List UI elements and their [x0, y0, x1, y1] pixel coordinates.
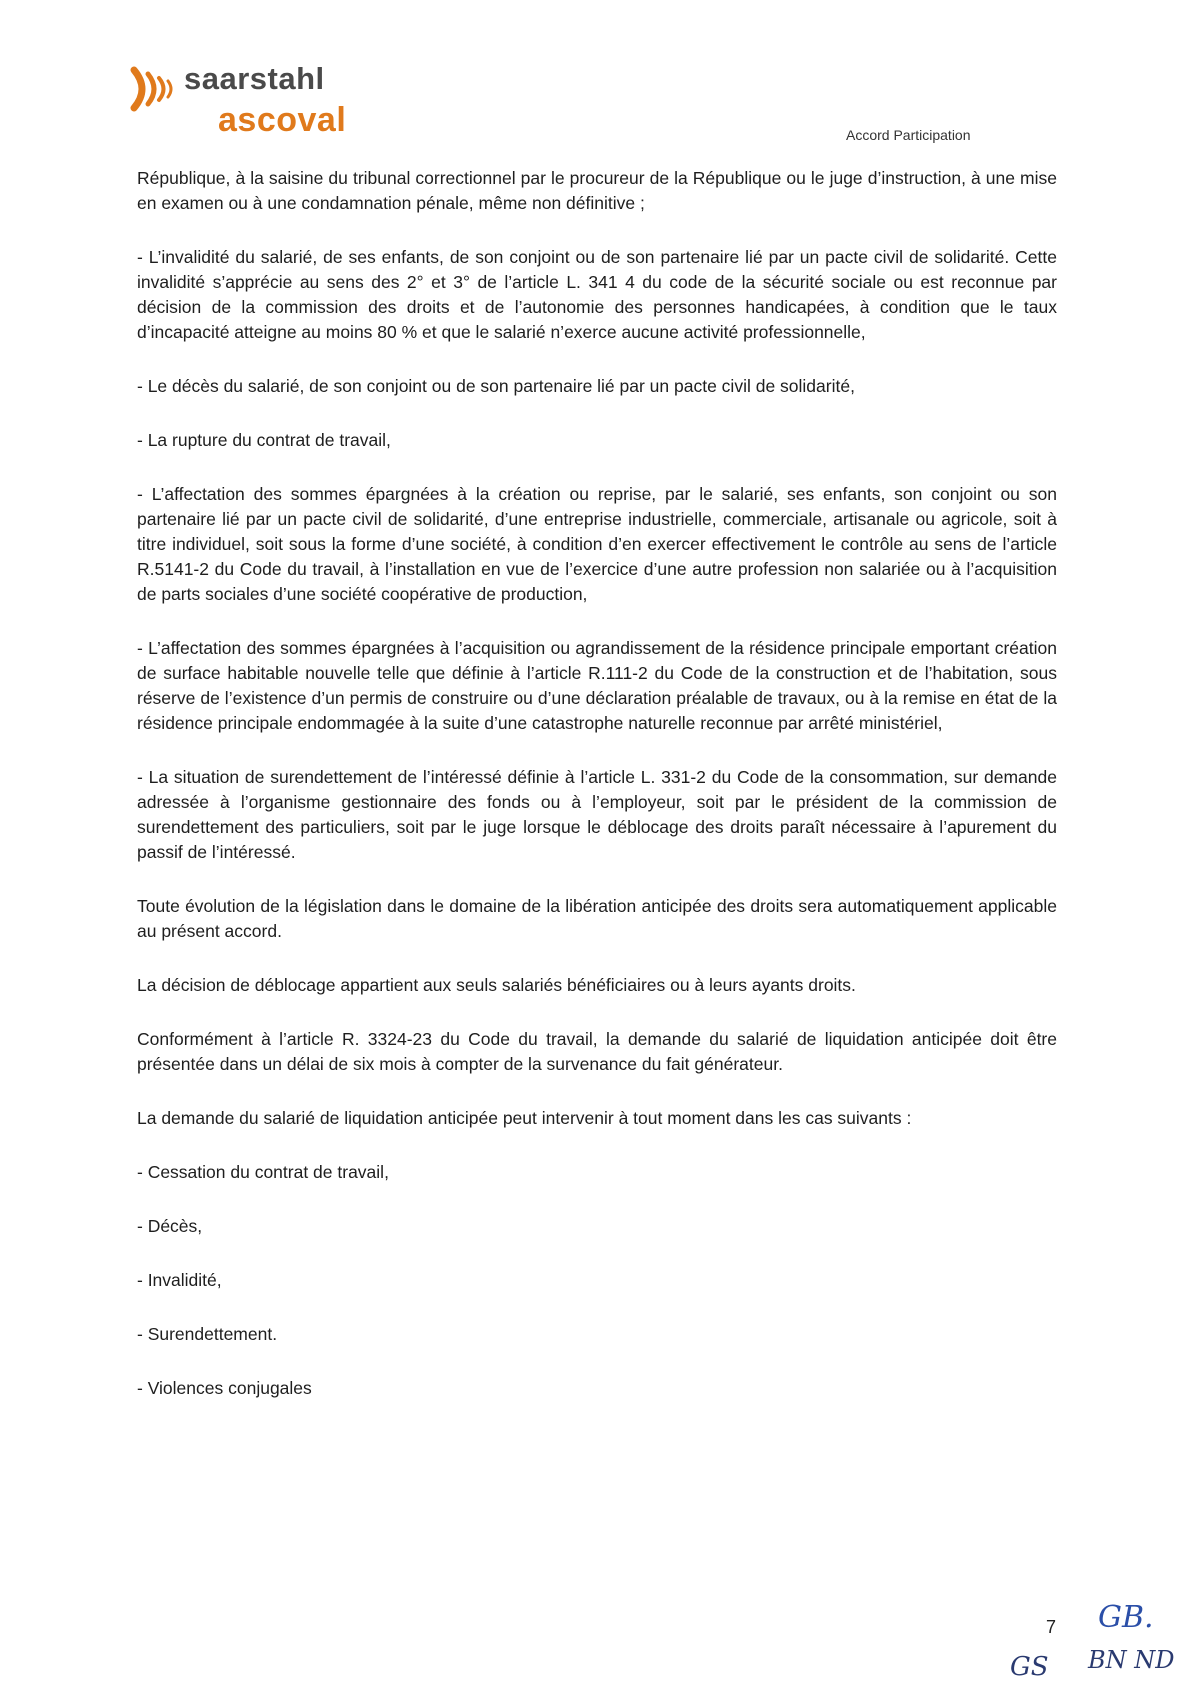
paragraph: La demande du salarié de liquidation anticipée peut intervenir à tout moment dans les cas suivants :: [137, 1108, 912, 1128]
handwritten-initials-top: GB.: [1098, 1600, 1154, 1635]
list-item: - Violences conjugales: [137, 1378, 312, 1398]
paragraph: La décision de déblocage appartient aux seuls salariés bénéficiaires ou à leurs ayants droits.: [137, 975, 856, 995]
body-text: [137, 166, 1057, 1430]
paragraph: - La situation de surendettement de l’intéressé définie à l’article L. 331-2 du Code de la consommation, sur demande adressée à l’organisme gestionnaire des fonds ou à l’employeur, soit par le président de la commission de surendettement des particuliers, soit par le juge lorsque le déblocage des droits paraît nécessaire à l’apurement du passif de l’intéressé.: [137, 767, 1057, 862]
paragraph: République, à la saisine du tribunal correctionnel par le procureur de la République ou le juge d’instruction, à une mise en examen ou à une condamnation pénale, même non définitive ;: [137, 168, 1057, 213]
document-title: Accord Participation: [846, 127, 971, 143]
list-item: - Cessation du contrat de travail,: [137, 1162, 389, 1182]
brand-name: saarstahl: [184, 61, 325, 96]
paragraph: - L’affectation des sommes épargnées à l’acquisition ou agrandissement de la résidence principale emportant création de surface habitable nouvelle telle que définie à l’article R.111-2 du Code de la construction et de l’habitation, sous réserve de l’existence d’un permis de construire ou d’une déclaration préalable de travaux, ou à la remise en état de la résidence principale endommagée à la suite d’une catastrophe naturelle reconnue par arrêté ministériel,: [137, 638, 1057, 733]
list-item: - Invalidité,: [137, 1270, 222, 1290]
logo-arcs-icon: [128, 66, 180, 112]
handwritten-initials-left: GS: [1010, 1652, 1049, 1682]
brand-sub: ascoval: [218, 101, 347, 139]
paragraph: - L’affectation des sommes épargnées à la création ou reprise, par le salarié, ses enfants, son conjoint ou son partenaire lié par un pacte civil de solidarité, d’une entreprise industrielle, commerciale, artisanale ou agricole, soit à titre individuel, soit sous la forme d’une société, à condition d’en exercer effectivement le contrôle au sens de l’article R.5141-2 du Code du travail, à l’installation en vue de l’exercice d’une autre profession non salariée ou à l’acquisition de parts sociales d’une société coopérative de production,: [137, 484, 1057, 604]
paragraph: Conformément à l’article R. 3324-23 du Code du travail, la demande du salarié de liquidation anticipée doit être présentée dans un délai de six mois à compter de la survenance du fait générateur.: [137, 1029, 1057, 1074]
paragraph: Toute évolution de la législation dans le domaine de la libération anticipée des droits sera automatiquement applicable au présent accord.: [137, 896, 1057, 941]
page-number: 7: [1046, 1617, 1057, 1637]
list-item: - Décès,: [137, 1216, 203, 1236]
handwritten-initials-right: BN ND: [1088, 1646, 1175, 1674]
paragraph: - La rupture du contrat de travail,: [137, 430, 391, 450]
paragraph: - L’invalidité du salarié, de ses enfants, de son conjoint ou de son partenaire lié par un pacte civil de solidarité. Cette invalidité s’apprécie au sens des 2° et 3° de l’article L. 341 4 du code de la sécurité sociale ou est reconnue par décision de la commission des droits et de l’autonomie des personnes handicapées, à condition que le taux d’incapacité atteigne au moins 80 % et que le salarié n’exerce aucune activité professionnelle,: [137, 247, 1057, 342]
list-item: - Surendettement.: [137, 1324, 278, 1344]
paragraph: - Le décès du salarié, de son conjoint ou de son partenaire lié par un pacte civil de solidarité,: [137, 376, 855, 396]
